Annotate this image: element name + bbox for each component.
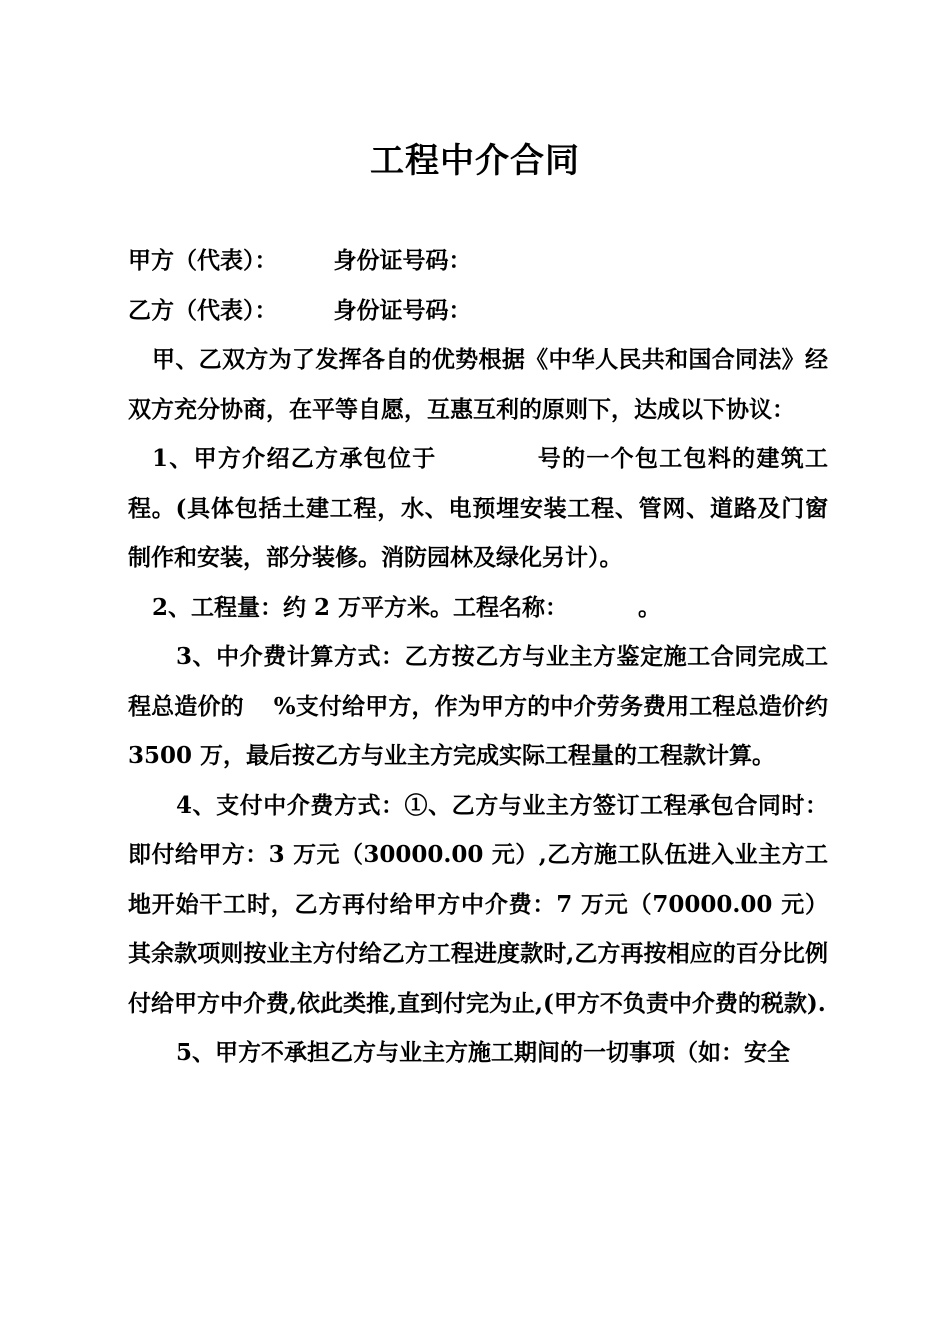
document-title: 工程中介合同	[370, 141, 580, 181]
clause-1-text-a: 1、甲方介绍乙方承包位于	[152, 445, 437, 472]
clause-2-text-a: 2、工程量：约 2 万平方米。工程名称：	[152, 593, 569, 621]
party-a-id-label: 身份证号码：	[333, 247, 472, 274]
clause-5-paragraph: 5、甲方不承担乙方与业主方施工期间的一切事项（如：安全	[176, 1039, 791, 1066]
clause-2-text-b: 。	[638, 593, 662, 621]
document-body	[128, 236, 828, 1078]
clause-1-text-b: 号的一个包工包料的建筑工程。(具体包括土建工程，水、电预埋安装工程、管网、道路及门窗制作和安装，部分装修。消防园林及绿化另计）。	[128, 445, 828, 571]
party-a-line	[128, 236, 828, 286]
party-b-label: 乙方（代表）：	[128, 296, 278, 324]
clause-3-text-a: 3、中介费计算方式：乙方按乙方与业主方鉴定施工合同完成工程总造价的	[128, 643, 828, 720]
clause-2-paragraph	[128, 583, 828, 633]
party-a-label: 甲方（代表）：	[128, 247, 278, 274]
clause-3-text-b: %支付给甲方，作为甲方的中介劳务费用工程总造价约 3500 万，最后按乙方与业主方完成实际工程量的工程款计算。	[128, 692, 829, 769]
clause-4-paragraph: 4、支付中介费方式：①、乙方与业主方签订工程承包合同时：即付给甲方：3 万元（30000.00 元）,乙方施工队伍进入业主方工地开始干工时，乙方再付给甲方中介费：7 万元（70000.00 元）其余款项则按业主方付给乙方工程进度款时,乙方再按相应的百分比例付给甲方中介费,依此类推,直到付完为止,(甲方不负责中介费的税款).	[128, 791, 828, 1017]
clause-3-paragraph	[128, 632, 828, 781]
preamble-paragraph: 甲、乙双方为了发挥各自的优势根据《中华人民共和国合同法》经双方充分协商，在平等自愿，互惠互利的原则下，达成以下协议：	[128, 346, 828, 423]
clause-1-paragraph	[128, 434, 828, 583]
party-b-line	[128, 286, 828, 336]
party-b-id-label: 身份证号码：	[333, 296, 472, 324]
